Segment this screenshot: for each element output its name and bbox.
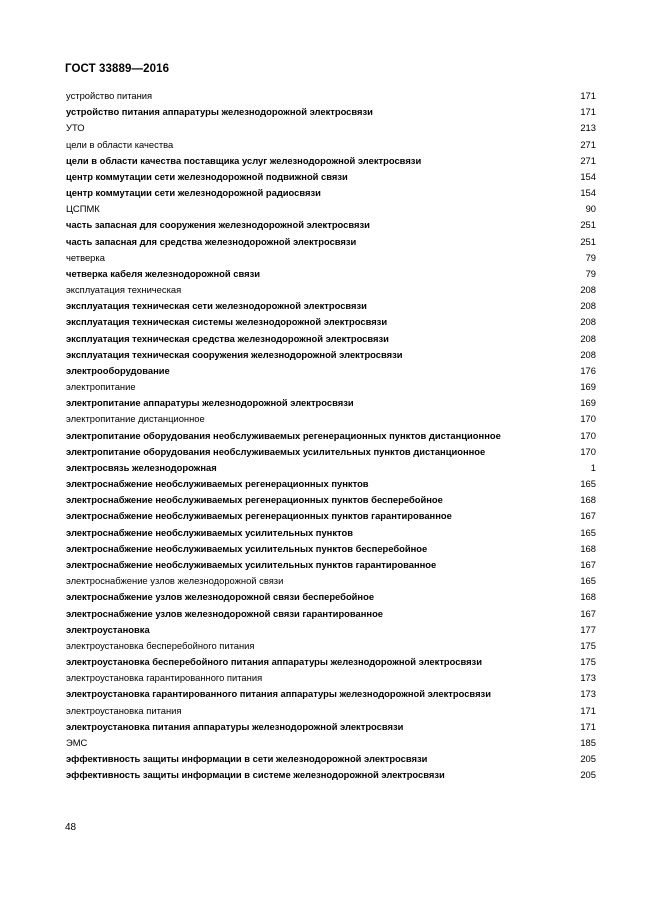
index-term: электроснабжение необслуживаемых усилительных пунктов бесперебойное <box>66 542 428 554</box>
index-entry <box>66 541 596 557</box>
index-entry <box>66 525 596 541</box>
index-term: эффективность защиты информации в системе железнодорожной электросвязи <box>66 769 445 781</box>
index-page-ref: 175 <box>580 656 596 668</box>
index-page-ref: 90 <box>585 203 596 215</box>
index-term: электроснабжение необслуживаемых регенерационных пунктов бесперебойное <box>66 494 443 506</box>
index-term: электроустановка <box>66 623 150 635</box>
index-term: электропитание оборудования необслуживаемых регенерационных пунктов дистанционное <box>66 429 501 441</box>
index-entry <box>66 104 596 120</box>
index-page-ref: 208 <box>580 316 596 328</box>
index-entry <box>66 266 596 282</box>
index-term: центр коммутации сети железнодорожной подвижной связи <box>66 170 348 182</box>
index-entry <box>66 767 596 783</box>
index-page-ref: 185 <box>580 736 596 748</box>
index-entry <box>66 411 596 427</box>
index-entry <box>66 331 596 347</box>
index-entry <box>66 622 596 638</box>
index-entry <box>66 363 596 379</box>
index-term: УТО <box>66 122 85 134</box>
index-page-ref: 154 <box>580 187 596 199</box>
index-page-ref: 251 <box>580 235 596 247</box>
index-page-ref: 176 <box>580 364 596 376</box>
index-term: часть запасная для сооружения железнодорожной электросвязи <box>66 219 370 231</box>
index-page-ref: 208 <box>580 332 596 344</box>
index-term: эксплуатация техническая сети железнодорожной электросвязи <box>66 300 367 312</box>
index-page-ref: 171 <box>580 106 596 118</box>
index-entry <box>66 282 596 298</box>
index-term: электроснабжение узлов железнодорожной связи гарантированное <box>66 607 384 619</box>
index-entry <box>66 250 596 266</box>
index-entry <box>66 735 596 751</box>
index-page-ref: 167 <box>580 607 596 619</box>
index-term: электроснабжение необслуживаемых усилительных пунктов гарантированное <box>66 558 437 570</box>
index-term: электропитание оборудования необслуживаемых усилительных пунктов дистанционное <box>66 445 486 457</box>
index-page-ref: 177 <box>580 623 596 635</box>
index-term: электропитание аппаратуры железнодорожной электросвязи <box>66 397 354 409</box>
index-term: электросвязь железнодорожная <box>66 461 217 473</box>
index-entry <box>66 508 596 524</box>
index-page-ref: 170 <box>580 445 596 457</box>
index-term: цели в области качества <box>66 138 174 150</box>
index-entry <box>66 638 596 654</box>
index-term: электроустановка питания аппаратуры железнодорожной электросвязи <box>66 720 404 732</box>
index-page-ref: 168 <box>580 591 596 603</box>
index-page-ref: 167 <box>580 558 596 570</box>
index-page-ref: 79 <box>585 267 596 279</box>
index-term: эксплуатация техническая средства железнодорожной электросвязи <box>66 332 389 344</box>
index-term: электроснабжение узлов железнодорожной связи бесперебойное <box>66 591 375 603</box>
index-entry <box>66 686 596 702</box>
index-term: электроснабжение необслуживаемых регенерационных пунктов <box>66 478 369 490</box>
index-entry <box>66 492 596 508</box>
index-term: эффективность защиты информации в сети железнодорожной электросвязи <box>66 753 428 765</box>
index-term: эксплуатация техническая системы железнодорожной электросвязи <box>66 316 388 328</box>
index-entry <box>66 654 596 670</box>
index-page-ref: 165 <box>580 526 596 538</box>
index-page-ref: 173 <box>580 672 596 684</box>
index-page-ref: 165 <box>580 575 596 587</box>
index-entry <box>66 379 596 395</box>
index-entry <box>66 606 596 622</box>
index-page-ref: 251 <box>580 219 596 231</box>
index-page-ref: 171 <box>580 704 596 716</box>
index-page-ref: 208 <box>580 348 596 360</box>
index-page-ref: 175 <box>580 639 596 651</box>
index-entry <box>66 670 596 686</box>
index-term: электроснабжение узлов железнодорожной связи <box>66 575 284 587</box>
index-entry <box>66 460 596 476</box>
index-page-ref: 154 <box>580 170 596 182</box>
index-term: электроснабжение необслуживаемых регенерационных пунктов гарантированное <box>66 510 452 522</box>
index-entry <box>66 751 596 767</box>
index-entry <box>66 719 596 735</box>
index-term: электроснабжение необслуживаемых усилительных пунктов <box>66 526 353 538</box>
index-entry <box>66 476 596 492</box>
index-page-ref: 173 <box>580 688 596 700</box>
index-entry <box>66 557 596 573</box>
index-term: часть запасная для средства железнодорожной электросвязи <box>66 235 357 247</box>
index-entry <box>66 185 596 201</box>
index-page-ref: 171 <box>580 90 596 101</box>
index-entry <box>66 395 596 411</box>
index-entry <box>66 88 596 104</box>
index-page-ref: 169 <box>580 381 596 393</box>
index-term: четверка <box>66 251 105 263</box>
index-term: электропитание дистанционное <box>66 413 205 425</box>
index-entry <box>66 120 596 136</box>
index-term: электроустановка бесперебойного питания аппаратуры железнодорожной электросвязи <box>66 656 482 668</box>
index-term: электроустановка бесперебойного питания <box>66 639 255 651</box>
index-page-ref: 79 <box>585 251 596 263</box>
index-term: эксплуатация техническая <box>66 284 182 296</box>
index-page-ref: 213 <box>580 122 596 134</box>
index-page-ref: 205 <box>580 769 596 781</box>
index-entry <box>66 169 596 185</box>
index-page-ref: 170 <box>580 429 596 441</box>
index-term: ЭМС <box>66 736 88 748</box>
index-page-ref: 208 <box>580 284 596 296</box>
index-term: ЦСПМК <box>66 203 100 215</box>
index-page-ref: 208 <box>580 300 596 312</box>
index-page-ref: 171 <box>580 720 596 732</box>
index-term: четверка кабеля железнодорожной связи <box>66 267 261 279</box>
index-page-ref: 168 <box>580 494 596 506</box>
index-entry <box>66 314 596 330</box>
index-entry <box>66 428 596 444</box>
index-page-ref: 165 <box>580 478 596 490</box>
index-entry <box>66 217 596 233</box>
page-number: 48 <box>65 822 77 833</box>
index-page-ref: 271 <box>580 154 596 166</box>
index-entry <box>66 589 596 605</box>
index-entry <box>66 201 596 217</box>
index-page-ref: 1 <box>590 461 596 473</box>
index-term: электрооборудование <box>66 364 170 376</box>
index-term: электроустановка гарантированного питания <box>66 672 263 684</box>
index-entry <box>66 347 596 363</box>
index-term: устройство питания аппаратуры железнодорожной электросвязи <box>66 106 373 118</box>
index-page-ref: 169 <box>580 397 596 409</box>
index-page-ref: 167 <box>580 510 596 522</box>
index-term: эксплуатация техническая сооружения железнодорожной электросвязи <box>66 348 403 360</box>
index-page-ref: 168 <box>580 542 596 554</box>
index-term: устройство питания <box>66 90 153 101</box>
index-page-ref: 271 <box>580 138 596 150</box>
index-entry <box>66 234 596 250</box>
index-entry <box>66 153 596 169</box>
document-header: ГОСТ 33889—2016 <box>65 63 170 75</box>
index-term: электроустановка питания <box>66 704 182 716</box>
index-page-ref: 205 <box>580 753 596 765</box>
index-entry <box>66 137 596 153</box>
index-entry <box>66 298 596 314</box>
index-entry <box>66 703 596 719</box>
index-entry <box>66 444 596 460</box>
index-term: цели в области качества поставщика услуг железнодорожной электросвязи <box>66 154 422 166</box>
index-term: электропитание <box>66 381 136 393</box>
index-term: электроустановка гарантированного питания аппаратуры железнодорожной электросвязи <box>66 688 491 700</box>
index-term: центр коммутации сети железнодорожной радиосвязи <box>66 187 321 199</box>
index-list <box>66 88 596 783</box>
index-entry <box>66 573 596 589</box>
index-page-ref: 170 <box>580 413 596 425</box>
